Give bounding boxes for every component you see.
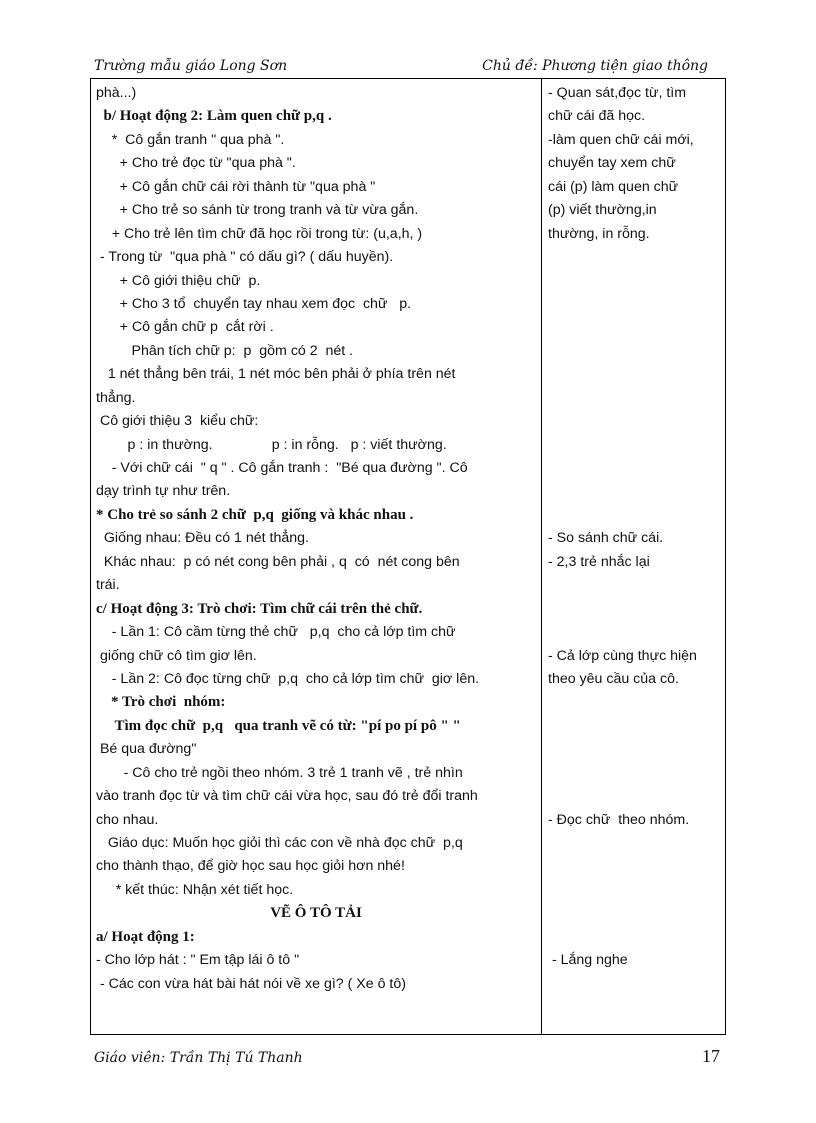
text-line: + Cho trẻ lên tìm chữ đã học rồi trong từ: (u,a,h, ) — [96, 225, 423, 242]
section-heading: a/ Hoạt động 1: — [96, 928, 195, 945]
section-heading: b/ Hoạt động 2: Làm quen chữ p,q . — [96, 108, 332, 125]
text-line — [548, 293, 723, 316]
text-line — [548, 621, 723, 644]
text-line: Cô giới thiệu 3 kiểu chữ: — [96, 413, 259, 430]
child-activities-column — [548, 82, 723, 1020]
text-line — [548, 715, 723, 738]
text-line: - Với chữ cái " q " . Cô gắn tranh : "Bé qua đường ". Cô — [96, 460, 468, 476]
text-line — [548, 902, 723, 925]
text-line: + Cho trẻ đọc từ "qua phà ". — [96, 155, 296, 172]
text-line — [548, 387, 723, 410]
table-bottom-border — [90, 1034, 726, 1035]
text-line: (p) viết thường,in — [548, 202, 657, 219]
text-line: Giống nhau: Đều có 1 nét thẳng. — [96, 530, 309, 547]
text-line: vào tranh đọc từ và tìm chữ cái vừa học, sau đó trẻ đổi tranh — [96, 788, 478, 805]
text-line: - So sánh chữ cái. — [548, 530, 664, 547]
text-line — [548, 996, 723, 1019]
text-line — [548, 762, 723, 785]
section-heading: c/ Hoạt động 3: Trò chơi: Tìm chữ cái trên thẻ chữ. — [96, 600, 423, 617]
teacher-activities-column — [96, 82, 536, 996]
text-line — [548, 434, 723, 457]
text-line: Giáo dục: Muốn học giỏi thì các con về nhà đọc chữ p,q — [96, 835, 463, 851]
text-line: - Các con vừa hát bài hát nói về xe gì? ( Xe ô tô) — [96, 975, 406, 992]
text-line — [548, 270, 723, 293]
text-line: - Lần 2: Cô đọc từng chữ p,q cho cả lớp tìm chữ giơ lên. — [96, 670, 480, 687]
text-line — [548, 246, 723, 269]
text-line: - 2,3 trẻ nhắc lại — [548, 553, 650, 570]
text-line — [548, 855, 723, 878]
text-line — [548, 691, 723, 714]
section-heading: Tìm đọc chữ p,q qua tranh vẽ có từ: "pí po pí pô " " — [96, 717, 461, 734]
text-line: - Cho lớp hát : " Em tập lái ô tô " — [96, 952, 300, 969]
lesson-title: VẼ Ô TÔ TẢI — [270, 905, 362, 922]
text-line: - Trong từ "qua phà " có dấu gì? ( dấu huyền). — [96, 249, 394, 266]
text-line: - Cô cho trẻ ngồi theo nhóm. 3 trẻ 1 tranh vẽ , trẻ nhìn — [96, 764, 463, 781]
text-line: Khác nhau: p có nét cong bên phải , q có nét cong bên — [96, 553, 460, 570]
text-line — [548, 410, 723, 433]
text-line: + Cô gắn chữ cái rời thành từ "qua phà " — [96, 178, 376, 195]
header-school: Trường mẫu giáo Long Sơn — [94, 58, 288, 74]
text-line — [548, 457, 723, 480]
text-line: + Cô giới thiệu chữ p. — [96, 272, 261, 289]
text-line — [548, 363, 723, 386]
text-line — [548, 598, 723, 621]
text-line: thẳng. — [96, 389, 136, 406]
text-line — [548, 316, 723, 339]
text-line: Phân tích chữ p: p gồm có 2 nét . — [96, 342, 354, 359]
text-line — [548, 973, 723, 996]
text-line — [548, 340, 723, 363]
text-line: theo yêu cầu của cô. — [548, 670, 679, 687]
text-line: 1 nét thẳng bên trái, 1 nét móc bên phải ở phía trên nét — [96, 366, 456, 383]
text-line: - Quan sát,đọc từ, tìm — [548, 85, 687, 101]
text-line: trái. — [96, 577, 120, 594]
text-line: - Đọc chữ theo nhóm. — [548, 811, 690, 828]
text-line: - Lần 1: Cô cầm từng thẻ chữ p,q cho cả lớp tìm chữ — [96, 624, 456, 641]
text-line: Bé qua đường" — [96, 741, 197, 758]
text-line: cho thành thạo, để giờ học sau học giỏi hơn nhé! — [96, 858, 405, 875]
text-line: p : in thường. p : in rỗng. p : viết thường. — [96, 436, 447, 453]
text-line — [548, 879, 723, 902]
text-line — [548, 832, 723, 855]
text-line: giống chữ cô tìm giơ lên. — [96, 647, 257, 664]
text-line: cái (p) làm quen chữ — [548, 178, 679, 195]
text-line: - Lắng nghe — [548, 952, 628, 969]
text-line — [548, 480, 723, 503]
column-divider — [541, 79, 542, 1034]
text-line — [548, 574, 723, 597]
text-line: - Cả lớp cùng thực hiện — [548, 647, 697, 664]
text-line — [548, 504, 723, 527]
text-line — [548, 785, 723, 808]
header-topic: Chủ đề: Phương tiện giao thông — [482, 58, 708, 74]
page-number: 17 — [702, 1046, 720, 1066]
text-line: * kết thúc: Nhận xét tiết học. — [96, 881, 294, 898]
text-line: dạy trình tự như trên. — [96, 483, 231, 500]
text-line: chữ cái đã học. — [548, 108, 646, 125]
text-line: + Cho 3 tổ chuyển tay nhau xem đọc chữ p. — [96, 295, 412, 312]
section-heading: * Cho trẻ so sánh 2 chữ p,q giống và khác nhau . — [96, 506, 414, 523]
text-line: phà...) — [96, 85, 137, 101]
text-line: * Cô gắn tranh " qua phà ". — [96, 131, 285, 148]
text-line: + Cho trẻ so sánh từ trong tranh và từ vừa gắn. — [96, 202, 419, 219]
text-line — [548, 926, 723, 949]
text-line: cho nhau. — [96, 811, 159, 828]
text-line: -làm quen chữ cái mới, — [548, 131, 694, 148]
text-line: chuyển tay xem chữ — [548, 155, 676, 172]
text-line — [548, 738, 723, 761]
text-line: + Cô gắn chữ p cắt rời . — [96, 319, 274, 336]
footer-teacher: Giáo viên: Trần Thị Tú Thanh — [94, 1050, 303, 1066]
text-line: thường, in rỗng. — [548, 225, 650, 242]
section-heading: * Trò chơi nhóm: — [96, 694, 226, 711]
